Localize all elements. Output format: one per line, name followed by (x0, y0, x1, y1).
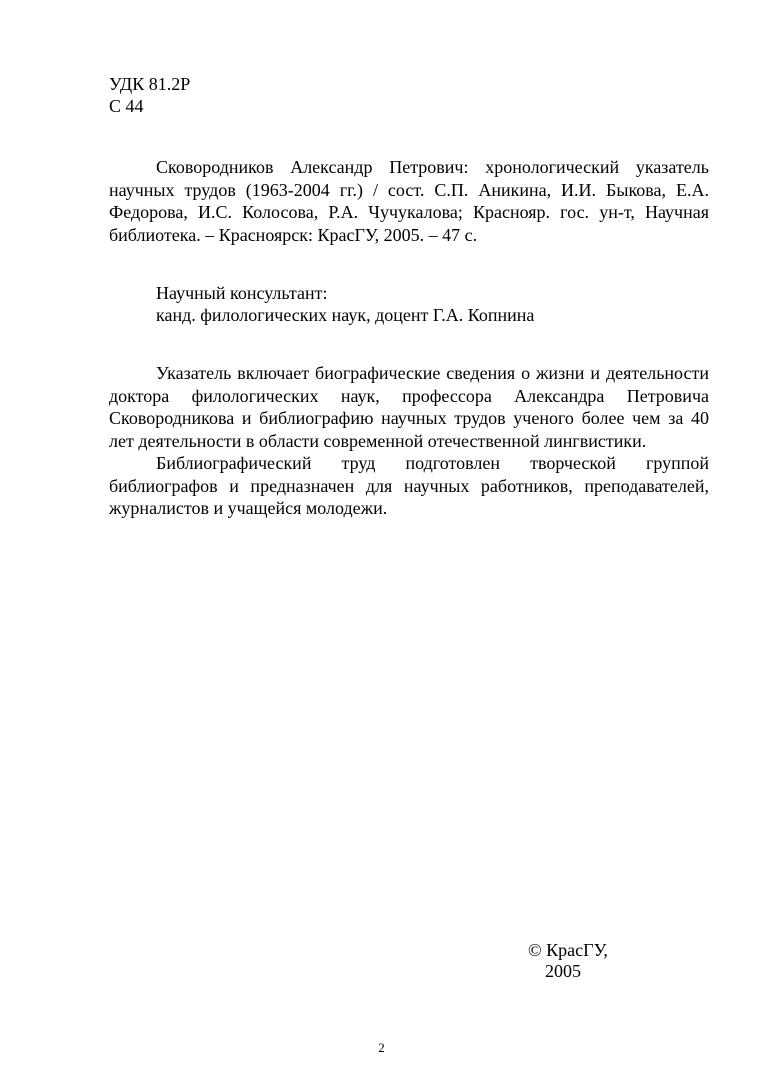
copyright-holder: © КрасГУ, (528, 940, 608, 960)
copyright-year: 2005 (545, 961, 581, 981)
udk-code: УДК 81.2Р (109, 74, 191, 94)
consultant-label: Научный консультант: (156, 283, 328, 303)
page-number: 2 (378, 1040, 385, 1055)
annotation-paragraph: Указатель включает биографические сведения о жизни и деятельности доктора филологических наук, профессора Александра Петровича Сковородникова и библиографию научных трудов ученого более чем за 40 лет деятельности в области современной отечественной лингвистики. (109, 363, 709, 451)
annotation-paragraph: Библиографический труд подготовлен творческой группой библиографов и предназначен для научных работников, преподавателей, журналистов и учащейся молодежи. (109, 453, 709, 518)
consultant-block (156, 282, 716, 326)
author-mark: С 44 (109, 96, 144, 116)
udk-block (109, 73, 190, 117)
copyright-block (528, 940, 608, 982)
annotation (109, 362, 709, 520)
bibliographic-record: Сковородников Александр Петрович: хронологический указатель научных трудов (1963-2004 гг.) / сост. С.П. Аникина, И.И. Быкова, Е.А. Федорова, И.С. Колосова, Р.А. Чучукалова; Краснояр. гос. ун-т, Научная библиотека. – Красноярск: КрасГУ, 2005. – 47 с. (109, 157, 709, 245)
consultant-name: канд. филологических наук, доцент Г.А. Копнина (156, 305, 535, 325)
